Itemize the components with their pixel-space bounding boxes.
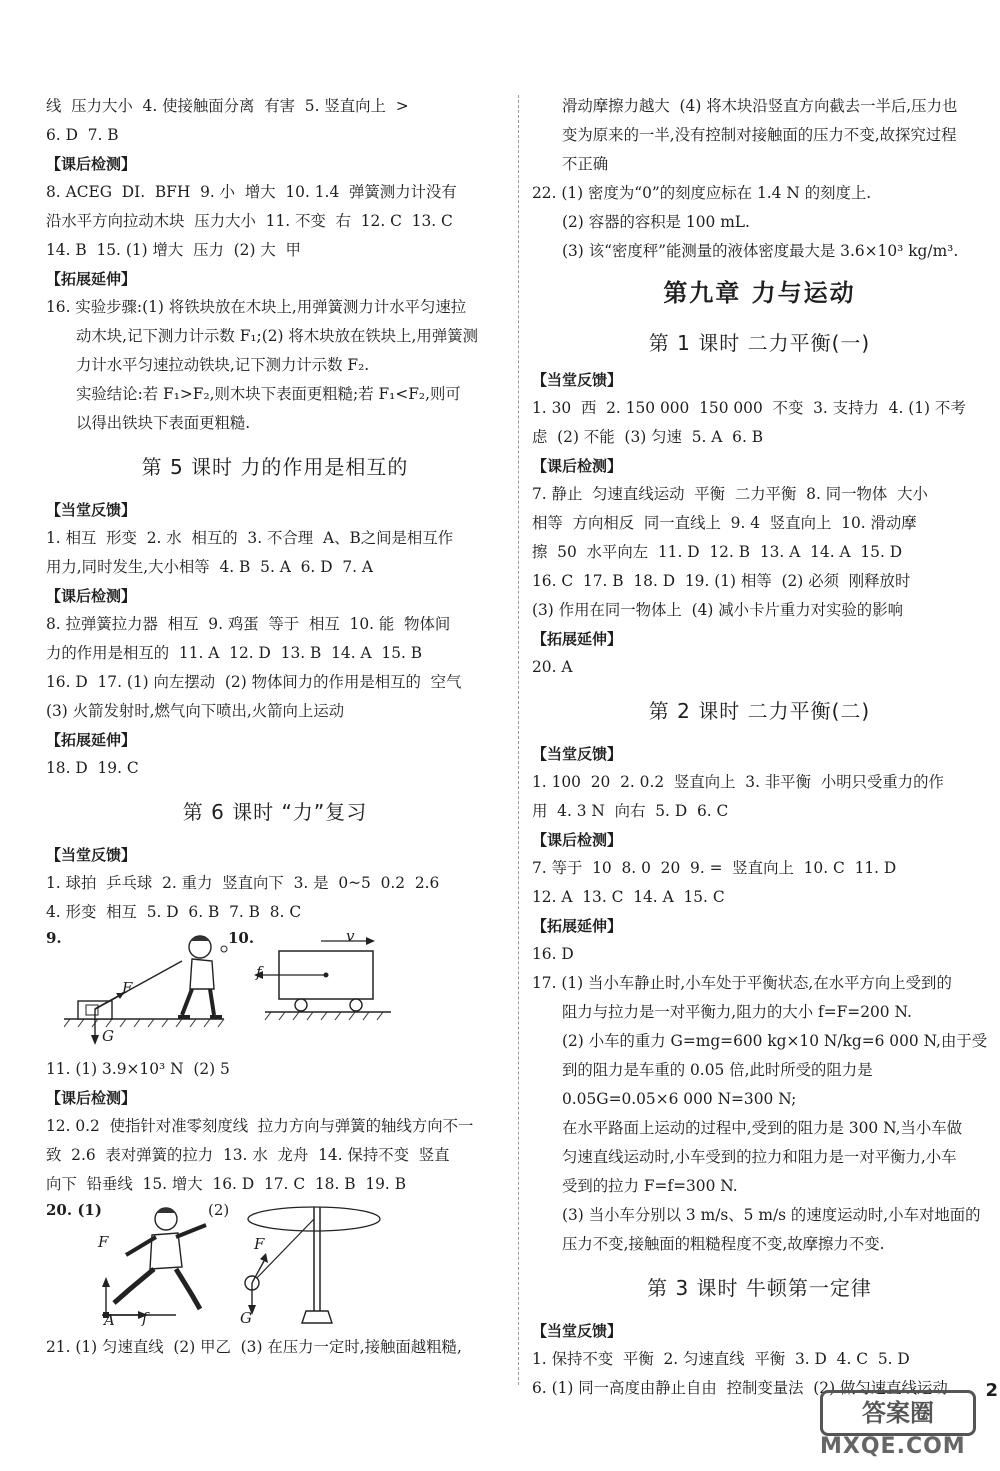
- section-heading: 【课后检测】: [532, 457, 623, 475]
- answer-line: 0.05G=0.05×6 000 N=300 N;: [562, 1090, 797, 1108]
- lesson-title: 第 3 课时 牛顿第一定律: [647, 1276, 872, 1300]
- answer-line: 16. C 17. B 18. D 19. (1) 相等 (2) 必须 刚释放时: [532, 572, 911, 590]
- answer-line: 用 4. 3 N 向右 5. D 6. C: [532, 802, 729, 820]
- answer-line: (3) 火箭发射时,燃气向下喷出,火箭向上运动: [46, 702, 345, 720]
- answer-line: 7. 等于 10 8. 0 20 9. = 竖直向上 10. C 11. D: [532, 859, 897, 877]
- figure-20-runner-diagram: [96, 1203, 236, 1331]
- answer-line: (3) 该“密度秤”能测量的液体密度最大是 3.6×10³ kg/m³.: [562, 242, 959, 260]
- lesson-title: 第 2 课时 二力平衡(二): [648, 699, 871, 723]
- answer-line: 12. 0.2 使指针对准零刻度线 拉力方向与弹簧的轴线方向不一: [46, 1117, 474, 1135]
- right-column: [532, 92, 987, 1403]
- answer-line: 不正确: [562, 155, 609, 173]
- answer-line: 动木块,记下测力计示数 F₁;(2) 将木块放在铁块上,用弹簧测: [76, 327, 478, 345]
- section-heading: 【当堂反馈】: [532, 371, 623, 389]
- answer-line: 12. A 13. C 14. A 15. C: [532, 888, 725, 906]
- answer-line: 阻力与拉力是一对平衡力,阻力的大小 f=F=200 N.: [562, 1003, 912, 1021]
- answer-line: 11. (1) 3.9×10³ N (2) 5: [46, 1060, 230, 1078]
- answer-line: 在水平路面上运动的过程中,受到的阻力是 300 N,当小车做: [562, 1119, 963, 1137]
- section-heading: 【课后检测】: [46, 155, 137, 173]
- answer-line: 1. 保持不变 平衡 2. 匀速直线 平衡 3. D 4. C 5. D: [532, 1350, 910, 1368]
- answer-line: 以得出铁块下表面更粗糙.: [76, 414, 251, 432]
- answer-line: 16. D: [532, 945, 574, 963]
- answer-line: 向下 铅垂线 15. 增大 16. D 17. C 18. B 19. B: [46, 1175, 407, 1193]
- figure-10-cart-diagram: [251, 927, 411, 1027]
- figure-9-force-label: F: [122, 979, 133, 997]
- figure-row-9-10: [46, 927, 504, 1055]
- section-heading: 【拓展延伸】: [46, 270, 137, 288]
- lesson-title: 第 5 课时 力的作用是相互的: [141, 455, 409, 479]
- answer-line: 6. D 7. B: [46, 126, 119, 144]
- section-heading: 【拓展延伸】: [46, 731, 137, 749]
- figure-20-friction-label: f: [142, 1309, 148, 1327]
- section-heading: 【当堂反馈】: [46, 501, 137, 519]
- answer-line: 20. A: [532, 658, 573, 676]
- figure-20-part2-label: (2): [208, 1201, 230, 1219]
- answer-line: 力的作用是相互的 11. A 12. D 13. B 14. A 15. B: [46, 644, 423, 662]
- answer-line: 匀速直线运动时,小车受到的拉力和阻力是一对平衡力,小车: [562, 1148, 957, 1166]
- answer-line: 1. 30 西 2. 150 000 150 000 不变 3. 支持力 4. (1) 不考: [532, 399, 966, 417]
- answer-line: 线 压力大小 4. 使接触面分离 有害 5. 竖直向上 >: [46, 97, 409, 115]
- answer-line: 14. B 15. (1) 增大 压力 (2) 大 甲: [46, 241, 301, 259]
- figure-20-label: 20. (1): [46, 1201, 102, 1219]
- answer-line: 用力,同时发生,大小相等 4. B 5. A 6. D 7. A: [46, 558, 374, 576]
- answer-line: 1. 100 20 2. 0.2 竖直向上 3. 非平衡 小明只受重力的作: [532, 773, 944, 791]
- lesson-title: 第 1 课时 二力平衡(一): [648, 331, 871, 355]
- section-heading: 【当堂反馈】: [532, 745, 623, 763]
- section-heading: 【拓展延伸】: [532, 917, 623, 935]
- figure-20-force-label: F: [98, 1233, 109, 1251]
- figure-9-gravity-label: G: [102, 1027, 114, 1045]
- section-heading: 【课后检测】: [532, 831, 623, 849]
- section-heading: 【当堂反馈】: [46, 846, 137, 864]
- figure-9-label: 9.: [46, 929, 62, 947]
- answer-line: 7. 静止 匀速直线运动 平衡 二力平衡 8. 同一物体 大小: [532, 485, 928, 503]
- answer-line: 1. 球拍 乒乓球 2. 重力 竖直向下 3. 是 0~5 0.2 2.6: [46, 874, 440, 892]
- figure-20-point-label: A: [104, 1311, 115, 1329]
- section-heading: 【当堂反馈】: [532, 1322, 623, 1340]
- answer-line: 1. 相互 形变 2. 水 相互的 3. 不合理 A、B之间是相互作: [46, 529, 454, 547]
- answer-line: 虑 (2) 不能 (3) 匀速 5. A 6. B: [532, 428, 764, 446]
- section-heading: 【课后检测】: [46, 1089, 137, 1107]
- answer-line: 沿水平方向拉动木块 压力大小 11. 不变 右 12. C 13. C: [46, 212, 453, 230]
- column-divider: [518, 95, 519, 1385]
- left-column: [46, 92, 504, 1362]
- answer-line: 力计水平匀速拉动铁块,记下测力计示数 F₂.: [76, 356, 370, 374]
- answer-line: 16. 实验步骤:(1) 将铁块放在木块上,用弹簧测力计水平匀速拉: [46, 298, 467, 316]
- answer-line: 6. (1) 同一高度由静止自由 控制变量法 (2) 做匀速直线运动: [532, 1379, 948, 1397]
- section-heading: 【课后检测】: [46, 587, 137, 605]
- answer-line: 相等 方向相反 同一直线上 9. 4 竖直向上 10. 滑动摩: [532, 514, 917, 532]
- watermark-site: MXQE.COM: [820, 1434, 966, 1459]
- figure-10-velocity-label: v: [346, 927, 355, 945]
- chapter-title: 第九章 力与运动: [663, 279, 856, 307]
- answer-line: (3) 当小车分别以 3 m/s、5 m/s 的速度运动时,小车对地面的: [562, 1206, 981, 1224]
- answer-line: (2) 小车的重力 G=mg=600 kg×10 N/kg=6 000 N,由于受: [562, 1032, 987, 1050]
- answer-line: 实验结论:若 F₁>F₂,则木块下表面更粗糙;若 F₁<F₂,则可: [76, 385, 461, 403]
- answer-line: 18. D 19. C: [46, 759, 139, 777]
- answer-line: 16. D 17. (1) 向左摆动 (2) 物体间力的作用是相互的 空气: [46, 673, 462, 691]
- answer-line: 滑动摩擦力越大 (4) 将木块沿竖直方向截去一半后,压力也: [562, 97, 958, 115]
- figure-20-gravity-label: G: [240, 1309, 252, 1327]
- page-number: 2: [985, 1380, 998, 1401]
- section-heading: 【拓展延伸】: [532, 630, 623, 648]
- lesson-title: 第 6 课时 “力”复习: [182, 800, 368, 824]
- answer-line: 受到的拉力 F=f=300 N.: [562, 1177, 738, 1195]
- answer-line: (3) 作用在同一物体上 (4) 减小卡片重力对实验的影响: [532, 601, 903, 619]
- answer-line: 22. (1) 密度为“0”的刻度应标在 1.4 N 的刻度上.: [532, 184, 872, 202]
- answer-line: 致 2.6 表对弹簧的拉力 13. 水 龙舟 14. 保持不变 竖直: [46, 1146, 450, 1164]
- answer-line: 到的阻力是车重的 0.05 倍,此时所受的阻力是: [562, 1061, 873, 1079]
- answer-line: 变为原来的一半,没有控制对接触面的压力不变,故探究过程: [562, 126, 957, 144]
- figure-10-friction-label: f: [256, 963, 262, 981]
- answer-line: 8. 拉弹簧拉力器 相互 9. 鸡蛋 等于 相互 10. 能 物体间: [46, 615, 451, 633]
- answer-line: 擦 50 水平向左 11. D 12. B 13. A 14. A 15. D: [532, 543, 903, 561]
- answer-line: 21. (1) 匀速直线 (2) 甲乙 (3) 在压力一定时,接触面越粗糙,: [46, 1338, 462, 1356]
- answer-line: 4. 形变 相互 5. D 6. B 7. B 8. C: [46, 903, 302, 921]
- figure-20-pole-ball-diagram: [236, 1199, 426, 1329]
- answer-line: 8. ACEG DI. BFH 9. 小 增大 10. 1.4 弹簧测力计没有: [46, 183, 457, 201]
- figure-9-pulling-box-diagram: [64, 931, 264, 1053]
- figure-20: [46, 1199, 504, 1333]
- answer-line: 压力不变,接触面的粗糙程度不变,故摩擦力不变.: [562, 1235, 885, 1253]
- answer-line: 17. (1) 当小车静止时,小车处于平衡状态,在水平方向上受到的: [532, 974, 952, 992]
- figure-10-label: 10.: [228, 929, 255, 947]
- watermark-logo: 答案圈: [820, 1390, 976, 1436]
- figure-20-tension-label: F: [254, 1235, 265, 1253]
- answer-line: (2) 容器的容积是 100 mL.: [562, 213, 750, 231]
